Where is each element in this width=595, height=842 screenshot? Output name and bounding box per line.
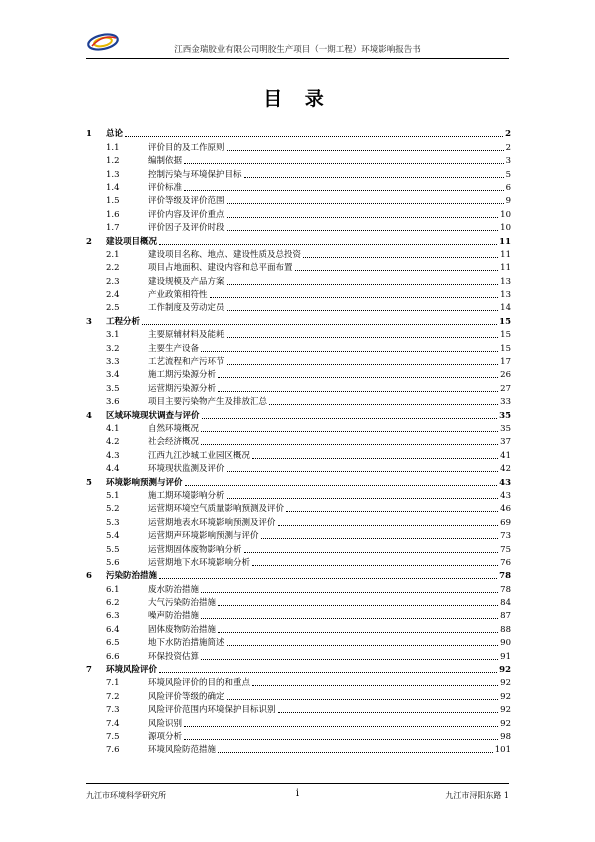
toc-entry-page: 43 (500, 490, 511, 501)
toc-entry-title: 环境风险防范措施 (148, 745, 217, 756)
toc-entry-number: 4 (86, 410, 92, 421)
toc-entry-page: 43 (499, 477, 511, 488)
toc-dot-leader (159, 672, 497, 673)
toc-dot-leader (269, 404, 498, 405)
toc-entry-title: 主要原辅材料及能耗 (148, 330, 225, 341)
toc-dot-leader (227, 230, 499, 231)
toc-section-entry[interactable] (86, 742, 511, 755)
toc-entry-number: 1.6 (106, 209, 120, 220)
toc-entry-page: 2 (505, 129, 511, 140)
toc-entry-number: 2.4 (106, 290, 120, 301)
toc-section-entry[interactable] (86, 394, 511, 407)
toc-entry-number: 3.6 (106, 397, 120, 408)
toc-entry-number: 7.2 (106, 691, 120, 702)
toc-entry-number: 4.3 (106, 450, 120, 461)
toc-section-entry[interactable] (86, 702, 511, 715)
toc-entry-page: 84 (500, 598, 511, 609)
toc-entry-page: 14 (500, 303, 511, 314)
toc-entry-title: 源项分析 (148, 731, 183, 742)
toc-section-entry[interactable] (86, 595, 511, 608)
toc-entry-page: 26 (500, 370, 511, 381)
toc-dot-leader (210, 297, 499, 298)
toc-entry-title: 控制污染与环境保护目标 (148, 169, 242, 180)
toc-entry-title: 运营期地下水环境影响分析 (148, 557, 251, 568)
toc-dot-leader (261, 538, 499, 539)
toc-dot-leader (295, 270, 499, 271)
toc-entry-page: 10 (500, 223, 511, 234)
toc-entry-title: 环境现状监测及评价 (148, 464, 225, 475)
toc-entry-page: 15 (499, 316, 511, 327)
toc-entry-title: 风险评价等级的确定 (148, 691, 225, 702)
toc-entry-page: 101 (494, 745, 511, 756)
toc-entry-number: 5.6 (106, 557, 120, 568)
toc-entry-title: 风险评价范围内环境保护目标识别 (148, 705, 276, 716)
toc-entry-title: 建设项目概况 (106, 236, 158, 247)
toc-entry-page: 92 (500, 691, 511, 702)
toc-entry-page: 90 (500, 638, 511, 649)
toc-entry-number: 3.2 (106, 343, 120, 354)
toc-entry-page: 6 (505, 182, 511, 193)
toc-section-entry[interactable] (86, 581, 511, 594)
toc-section-entry[interactable] (86, 541, 511, 554)
toc-entry-title: 环境风险评价 (106, 665, 158, 676)
toc-dot-leader (201, 351, 498, 352)
toc-entry-page: 10 (500, 209, 511, 220)
toc-dot-leader (227, 699, 499, 700)
toc-section-entry[interactable] (86, 555, 511, 568)
toc-entry-page: 13 (500, 276, 511, 287)
toc-entry-page: 17 (500, 357, 511, 368)
toc-section-entry[interactable] (86, 528, 511, 541)
toc-entry-page: 9 (505, 196, 511, 207)
toc-entry-title: 编制依据 (148, 156, 183, 167)
toc-entry-number: 7 (86, 665, 92, 676)
toc-entry-number: 2 (86, 236, 92, 247)
toc-entry-number: 7.3 (106, 705, 120, 716)
toc-section-entry[interactable] (86, 153, 511, 166)
header-divider (86, 58, 509, 59)
toc-entry-title: 运营期声环境影响预测与评价 (148, 531, 259, 542)
toc-entry-page: 92 (499, 665, 511, 676)
toc-entry-page: 92 (500, 718, 511, 729)
toc-dot-leader (303, 257, 498, 258)
toc-entry-number: 6.3 (106, 611, 120, 622)
toc-section-entry[interactable] (86, 461, 511, 474)
toc-entry-page: 35 (499, 410, 511, 421)
toc-dot-leader (202, 418, 498, 419)
toc-section-entry[interactable] (86, 247, 511, 260)
toc-dot-leader (278, 525, 499, 526)
toc-section-entry[interactable] (86, 488, 511, 501)
toc-dot-leader (252, 458, 498, 459)
toc-dot-leader (227, 284, 499, 285)
toc-entry-page: 76 (500, 557, 511, 568)
toc-section-entry[interactable] (86, 715, 511, 728)
toc-entry-page: 5 (505, 169, 511, 180)
toc-entry-page: 15 (500, 343, 511, 354)
toc-entry-number: 1.1 (106, 142, 120, 153)
toc-dot-leader (227, 337, 499, 338)
toc-entry-page: 11 (500, 263, 511, 274)
toc-dot-leader (278, 712, 499, 713)
toc-section-entry[interactable] (86, 688, 511, 701)
toc-entry-number: 5 (86, 477, 92, 488)
toc-entry-page: 46 (500, 504, 511, 515)
toc-entry-page: 13 (500, 290, 511, 301)
toc-entry-page: 87 (500, 611, 511, 622)
toc-chapter-entry[interactable] (86, 662, 511, 675)
toc-entry-page: 2 (505, 142, 511, 153)
toc-entry-title: 运营期环境空气质量影响预测及评价 (148, 504, 285, 515)
toc-entry-title: 噪声防治措施 (148, 611, 200, 622)
toc-entry-title: 江西九江沙城工业园区概况 (148, 450, 251, 461)
running-header-title: 江西金瑞胶业有限公司明胶生产项目（一期工程）环境影响报告书 (174, 45, 421, 55)
toc-dot-leader (185, 485, 498, 486)
toc-section-entry[interactable] (86, 193, 511, 206)
toc-dot-leader (244, 177, 504, 178)
toc-entry-title: 工作制度及劳动定员 (148, 303, 225, 314)
toc-entry-page: 78 (499, 571, 511, 582)
toc-entry-page: 75 (500, 544, 511, 555)
toc-dot-leader (201, 659, 498, 660)
toc-entry-number: 3 (86, 316, 92, 327)
toc-dot-leader (227, 498, 499, 499)
toc-entry-title: 大气污染防治措施 (148, 598, 217, 609)
toc-entry-page: 11 (499, 236, 511, 247)
toc-chapter-entry[interactable] (86, 313, 511, 326)
toc-entry-title: 建设项目名称、地点、建设性质及总投资 (148, 249, 302, 260)
toc-section-entry[interactable] (86, 220, 511, 233)
toc-dot-leader (218, 752, 493, 753)
toc-entry-number: 6.5 (106, 638, 120, 649)
toc-entry-page: 78 (500, 584, 511, 595)
toc-entry-page: 92 (500, 678, 511, 689)
toc-section-entry[interactable] (86, 260, 511, 273)
toc-section-entry[interactable] (86, 648, 511, 661)
toc-entry-title: 评价等级及评价范围 (148, 196, 225, 207)
toc-entry-page: 41 (500, 450, 511, 461)
toc-entry-number: 6.6 (106, 651, 120, 662)
toc-entry-title: 污染防治措施 (106, 571, 158, 582)
toc-entry-page: 88 (500, 624, 511, 635)
toc-dot-leader (184, 739, 498, 740)
toc-section-entry[interactable] (86, 166, 511, 179)
toc-dot-leader (159, 578, 497, 579)
toc-entry-title: 自然环境概况 (148, 423, 200, 434)
toc-section-entry[interactable] (86, 675, 511, 688)
toc-section-entry[interactable] (86, 514, 511, 527)
toc-entry-number: 6.4 (106, 624, 120, 635)
toc-dot-leader (227, 203, 504, 204)
toc-entry-number: 3.4 (106, 370, 120, 381)
toc-entry-page: 33 (500, 397, 511, 408)
toc-dot-leader (201, 618, 498, 619)
footer-divider (86, 783, 509, 784)
toc-entry-number: 7.6 (106, 745, 120, 756)
toc-entry-number: 3.3 (106, 357, 120, 368)
toc-entry-title: 环保投资估算 (148, 651, 200, 662)
toc-chapter-entry[interactable] (86, 126, 511, 139)
toc-entry-title: 工艺流程和产污环节 (148, 357, 225, 368)
toc-entry-title: 环境影响预测与评价 (106, 477, 183, 488)
toc-entry-page: 35 (500, 423, 511, 434)
toc-section-entry[interactable] (86, 501, 511, 514)
toc-dot-leader (201, 431, 498, 432)
toc-dot-leader (227, 471, 499, 472)
footer-address: 九江市浔阳东路 1 (445, 791, 509, 800)
toc-dot-leader (227, 217, 499, 218)
toc-section-entry[interactable] (86, 139, 511, 152)
toc-entry-title: 运营期地表水环境影响预测及评价 (148, 517, 276, 528)
toc-entry-title: 社会经济概况 (148, 437, 200, 448)
toc-dot-leader (252, 565, 498, 566)
toc-entry-title: 废水防治措施 (148, 584, 200, 595)
toc-entry-title: 产业政策相符性 (148, 290, 208, 301)
toc-entry-title: 项目主要污染物产生及排放汇总 (148, 397, 268, 408)
toc-entry-title: 评价标准 (148, 182, 183, 193)
toc-section-entry[interactable] (86, 273, 511, 286)
toc-dot-leader (218, 391, 498, 392)
toc-entry-title: 运营期固体废物影响分析 (148, 544, 242, 555)
toc-dot-leader (252, 685, 498, 686)
toc-entry-number: 2.5 (106, 303, 120, 314)
toc-section-entry[interactable] (86, 434, 511, 447)
toc-section-entry[interactable] (86, 206, 511, 219)
toc-entry-number: 2.3 (106, 276, 120, 287)
toc-entry-page: 91 (500, 651, 511, 662)
toc-entry-number: 1.5 (106, 196, 120, 207)
toc-section-entry[interactable] (86, 635, 511, 648)
toc-entry-title: 运营期污染源分析 (148, 383, 217, 394)
toc-dot-leader (227, 150, 504, 151)
toc-entry-title: 主要生产设备 (148, 343, 200, 354)
toc-entry-number: 7.5 (106, 731, 120, 742)
toc-entry-number: 6.2 (106, 598, 120, 609)
toc-entry-page: 37 (500, 437, 511, 448)
toc-entry-title: 评价因子及评价时段 (148, 223, 225, 234)
toc-dot-leader (218, 605, 498, 606)
toc-entry-number: 7.4 (106, 718, 120, 729)
toc-entry-number: 5.5 (106, 544, 120, 555)
toc-dot-leader (184, 163, 504, 164)
toc-dot-leader (201, 592, 498, 593)
toc-entry-number: 4.1 (106, 423, 120, 434)
toc-entry-title: 评价内容及评价重点 (148, 209, 225, 220)
toc-dot-leader (244, 552, 499, 553)
toc-entry-number: 3.5 (106, 383, 120, 394)
toc-chapter-entry[interactable] (86, 407, 511, 420)
toc-section-entry[interactable] (86, 421, 511, 434)
toc-entry-number: 6 (86, 571, 92, 582)
toc-dot-leader (142, 324, 497, 325)
toc-entry-number: 2.1 (106, 249, 120, 260)
footer-organization: 九江市环境科学研究所 (86, 791, 166, 800)
toc-section-entry[interactable] (86, 380, 511, 393)
toc-entry-page: 27 (500, 383, 511, 394)
toc-entry-title: 环境风险评价的目的和重点 (148, 678, 251, 689)
toc-dot-leader (184, 726, 498, 727)
toc-entry-number: 3.1 (106, 330, 120, 341)
toc-section-entry[interactable] (86, 354, 511, 367)
toc-entry-title: 施工期污染源分析 (148, 370, 217, 381)
toc-entry-page: 3 (505, 156, 511, 167)
toc-entry-number: 5.4 (106, 531, 120, 542)
toc-entry-number: 6.1 (106, 584, 120, 595)
toc-entry-number: 4.2 (106, 437, 120, 448)
toc-entry-title: 建设规模及产品方案 (148, 276, 225, 287)
toc-entry-title: 总论 (106, 129, 124, 140)
toc-entry-title: 评价目的及工作原则 (148, 142, 225, 153)
toc-entry-title: 风险识别 (148, 718, 183, 729)
toc-section-entry[interactable] (86, 447, 511, 460)
toc-dot-leader (201, 444, 498, 445)
toc-entry-page: 69 (500, 517, 511, 528)
toc-section-entry[interactable] (86, 608, 511, 621)
footer-page-number: i (295, 788, 300, 799)
toc-dot-leader (286, 511, 498, 512)
toc-dot-leader (227, 310, 499, 311)
toc-section-entry[interactable] (86, 367, 511, 380)
toc-entry-page: 98 (500, 731, 511, 742)
toc-dot-leader (159, 244, 497, 245)
toc-section-entry[interactable] (86, 300, 511, 313)
toc-entry-number: 1 (86, 129, 92, 140)
toc-entry-title: 工程分析 (106, 316, 141, 327)
toc-entry-number: 5.2 (106, 504, 120, 515)
toc-section-entry[interactable] (86, 729, 511, 742)
toc-entry-number: 1.4 (106, 182, 120, 193)
toc-entry-number: 2.2 (106, 263, 120, 274)
toc-entry-title: 项目占地面积、建设内容和总平面布置 (148, 263, 293, 274)
toc-entry-number: 7.1 (106, 678, 120, 689)
toc-entry-number: 1.2 (106, 156, 120, 167)
toc-entry-number: 1.3 (106, 169, 120, 180)
toc-section-entry[interactable] (86, 621, 511, 634)
toc-dot-leader (218, 632, 498, 633)
toc-entry-number: 1.7 (106, 223, 120, 234)
toc-dot-leader (184, 190, 504, 191)
toc-section-entry[interactable] (86, 340, 511, 353)
toc-section-entry[interactable] (86, 327, 511, 340)
toc-entry-number: 4.4 (106, 464, 120, 475)
toc-entry-number: 5.3 (106, 517, 120, 528)
toc-entry-number: 5.1 (106, 490, 120, 501)
toc-entry-page: 42 (500, 464, 511, 475)
toc-dot-leader (227, 364, 499, 365)
toc-dot-leader (125, 136, 503, 137)
toc-entry-page: 92 (500, 705, 511, 716)
toc-entry-title: 区域环境现状调查与评价 (106, 410, 200, 421)
toc-entry-page: 11 (500, 249, 511, 260)
toc-dot-leader (227, 645, 499, 646)
toc-section-entry[interactable] (86, 287, 511, 300)
page-title: 目 录 (263, 88, 332, 110)
toc-entry-title: 施工期环境影响分析 (148, 490, 225, 501)
toc-dot-leader (218, 377, 498, 378)
toc-entry-page: 73 (500, 531, 511, 542)
toc-chapter-entry[interactable] (86, 568, 511, 581)
toc-entry-title: 固体废物防治措施 (148, 624, 217, 635)
toc-entry-title: 地下水防治措施简述 (148, 638, 225, 649)
toc-chapter-entry[interactable] (86, 474, 511, 487)
table-of-contents (86, 126, 511, 755)
toc-section-entry[interactable] (86, 180, 511, 193)
toc-chapter-entry[interactable] (86, 233, 511, 246)
toc-entry-page: 15 (500, 330, 511, 341)
